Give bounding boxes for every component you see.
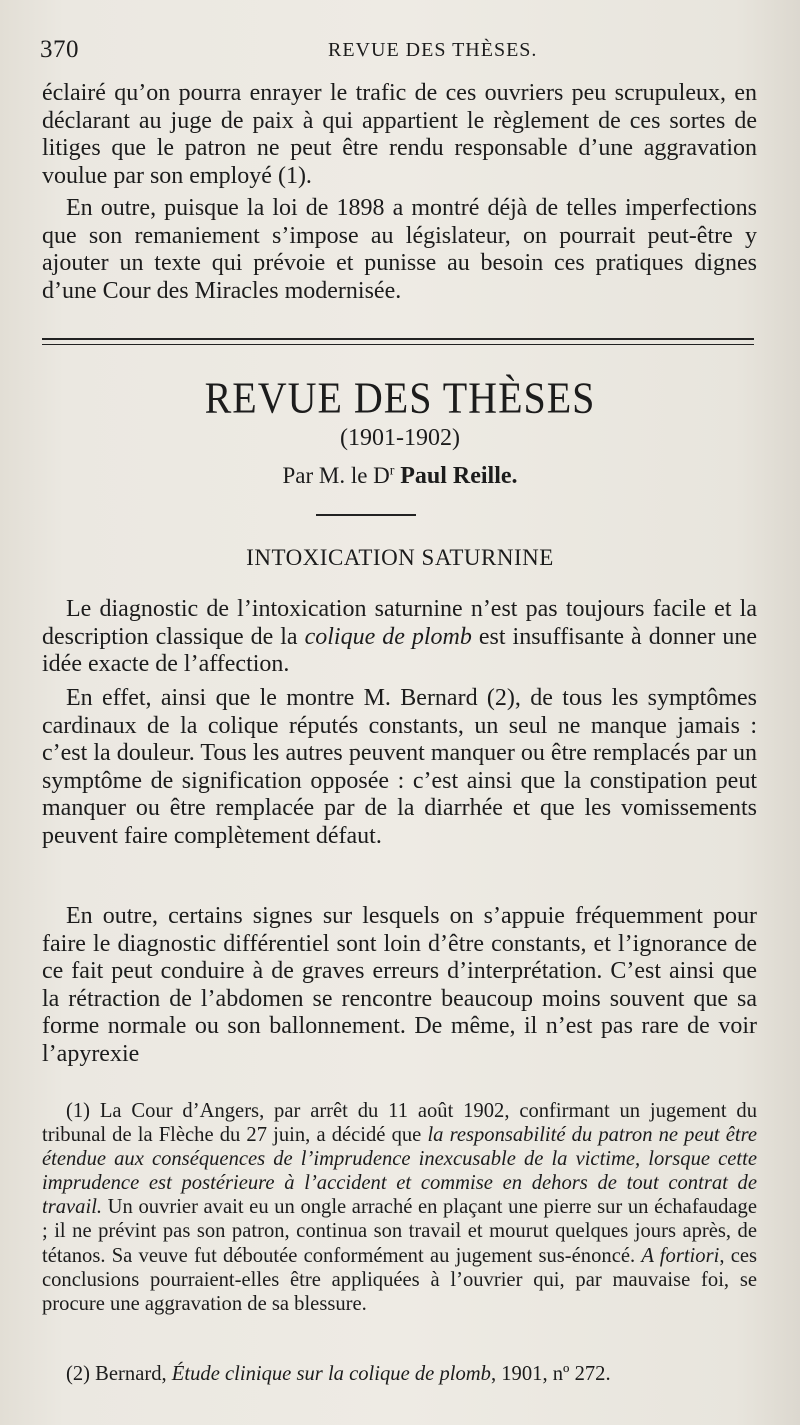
short-rule <box>316 514 416 516</box>
previous-article-paragraph: éclairé qu’on pourra enrayer le trafic de ces ouvriers peu scrupuleux, en déclarant au juge de paix à qui appartient le règlement de ces sortes de litiges que le patron ne peut être rendu responsable d’une aggravation voulue par son employé (1). <box>42 80 757 189</box>
footnote-2 <box>42 1362 757 1386</box>
body-paragraph: En effet, ainsi que le montre M. Bernard (2), de tous les symptômes cardinaux de la colique réputés constants, un seul ne manque jamais : c’est la douleur. Tous les autres peuvent manquer ou être remplacés par un symptôme de signification opposée : c’est ainsi que la constipation peut manquer ou être remplacée par de la diarrhée et que les vomissements peuvent faire complètement défaut. <box>42 685 757 849</box>
text-run: (1) La Cour d’Angers, par arrêt du 11 août 1902, confirmant un jugement du tribunal de la Flèche du 27 juin, a décidé que <box>42 1100 757 1147</box>
journal-title: REVUE DES THÈSES. <box>328 39 538 61</box>
section-divider <box>42 338 754 345</box>
subsection-heading: INTOXICATION SATURNINE <box>246 545 554 570</box>
text-run: est insuffisante à donner une idée exacte de l’affection. <box>42 623 758 678</box>
section-title: REVUE DES THÈSES <box>204 372 596 423</box>
italic-title: Étude clinique sur la colique de plomb <box>171 1363 491 1385</box>
italic-term: A fortiori <box>641 1244 720 1267</box>
section-years: (1901-1902) <box>340 425 460 451</box>
byline-sup: r <box>389 463 395 479</box>
body-paragraph: En outre, certains signes sur lesquels on s’appuie fréquemment pour faire le diagnostic différentiel sont loin d’être constants, et l’ignorance de ce fait peut conduire à de graves erreurs d’interprétation. C’est ainsi que la rétraction de l’abdomen se rencontre beaucoup moins souvent que sa forme normale ou son ballonnement. De même, il n’est pas rare de voir l’apyrexie <box>42 903 757 1067</box>
page-number: 370 <box>40 36 79 63</box>
author-name: Paul Reille. <box>400 463 518 489</box>
italic-quote: la responsabilité du patron ne peut être étendue aux conséquences de l’imprudence inexcusable de la victime, lorsque cette imprudence est postérieure à l’accident et commise en dehors de tout contrat de travail. <box>42 1124 757 1219</box>
byline-prefix: Par M. le D <box>282 463 390 488</box>
text-run: (2) Bernard, <box>66 1363 172 1385</box>
text-run: , 1901, nº 272. <box>490 1363 611 1385</box>
previous-article-paragraph: En outre, puisque la loi de 1898 a montré déjà de telles imperfections que son remaniement s’impose au législateur, on pourrait peut-être y ajouter un texte qui prévoie et punisse au besoin ces pratiques dignes d’une Cour des Miracles modernisée. <box>42 195 757 304</box>
body-paragraph <box>42 596 757 679</box>
italic-term: colique de plomb <box>304 623 472 650</box>
running-head <box>40 36 760 70</box>
byline <box>0 463 800 490</box>
text-run: Un ouvrier avait eu un ongle arraché en plaçant une pierre sur un échafaudage ; il ne prévint pas son patron, continua son travail et mourut quelques jours après, de tétanos. Sa veuve fut déboutée conformément au jugement sus-énoncé. <box>42 1196 757 1267</box>
text-run: , ces conclusions pourraient-elles être appliquées à l’ouvrier qui, par mauvaise foi, se procure une aggravation de sa blessure. <box>42 1244 757 1315</box>
text-run: Le diagnostic de l’intoxication saturnine n’est pas toujours facile et la description classique de la <box>42 596 757 650</box>
footnote-1 <box>42 1099 757 1316</box>
